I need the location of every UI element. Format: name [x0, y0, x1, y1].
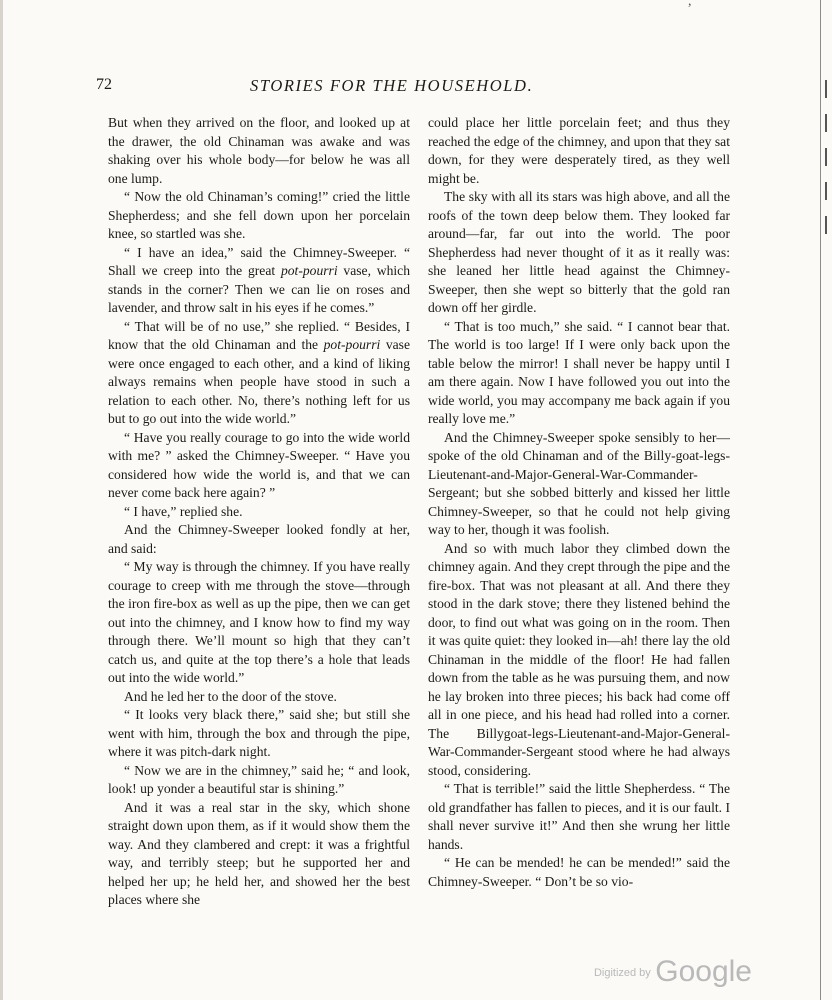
page-right-edge-marks — [825, 80, 827, 250]
paragraph-text: And he led her to the door of the stove. — [124, 688, 337, 704]
paragraph-text: vase were once engaged to each other, and a kind of liking always remains when people have stood in such a relation to each other. No, there’s nothing left for us but to go out into the wide world.” — [108, 337, 410, 426]
paragraph-text: “ I have an idea,” said the Chimney-Sweeper. “ Shall we creep into the great — [108, 244, 410, 278]
right-text-column — [428, 114, 730, 891]
page-right-edge-rule — [820, 0, 821, 1000]
paragraph — [428, 188, 730, 318]
paragraph — [108, 558, 410, 688]
paragraph — [108, 688, 410, 707]
paragraph-text: “ I have,” replied she. — [124, 503, 243, 519]
paragraph — [108, 521, 410, 558]
paragraph — [428, 429, 730, 540]
paragraph — [108, 799, 410, 910]
paragraph-text: “ It looks very black there,” said she; but still she went with him, through the box and through the pipe, where it was pitch-dark night. — [108, 707, 410, 759]
paragraph-text: “ Now the old Chinaman’s coming!” cried the little Shepherdess; and she fell down upon her porcelain knee, so startled was she. — [108, 189, 410, 241]
watermark-prefix: Digitized by — [593, 967, 651, 979]
paragraph — [108, 762, 410, 799]
paragraph — [428, 318, 730, 429]
paragraph — [108, 244, 410, 318]
paragraph — [108, 188, 410, 244]
italic-term: pot-pourri — [323, 337, 381, 352]
paragraph — [108, 429, 410, 503]
top-edge-mark: , — [688, 0, 692, 9]
paragraph-text: “ Now we are in the chimney,” said he; “ and look, look! up yonder a beautiful star is shining.” — [108, 762, 410, 796]
paragraph-text: could place her little porcelain feet; and thus they reached the edge of the chimney, and upon that they sat down, for they were desperately tired, as they well might be. — [428, 115, 730, 186]
page-left-edge — [0, 0, 3, 1000]
paragraph — [428, 540, 730, 781]
paragraph-text: “ That is too much,” she said. “ I cannot bear that. The world is too large! If I were only back upon the table below the mirror! I shall never be happy until I am there again. Now I have followed you out into the wide world, you may accompany me back again if you really love me.” — [428, 318, 730, 426]
paragraph — [108, 503, 410, 522]
paragraph-text: vase, which stands in the corner? Then we can lie on roses and lavender, and throw salt in his eyes if he comes.” — [108, 263, 410, 315]
paragraph-text: And it was a real star in the sky, which shone straight down upon them, as if it would show them the way. And they clambered and crept: it was a frightful way, and terribly steep; but he supported her and helped her up; he held her, and showed her the best places where she — [108, 799, 410, 907]
left-text-column — [108, 114, 410, 910]
paragraph-text: And the Chimney-Sweeper spoke sensibly to her—spoke of the old Chinaman and of the Billy-goat-legs-Lieutenant-and-Major-General-War-Commander-Sergeant; but she sobbed bitterly and kissed her little Chimney-Sweeper, so that he could not help giving way to her, though it was foolish. — [428, 429, 730, 537]
paragraph — [108, 706, 410, 762]
paragraph — [428, 114, 730, 188]
italic-term: pot-pourri — [280, 263, 338, 278]
paragraph — [428, 854, 730, 891]
paragraph-text: And so with much labor they climbed down the chimney again. And they crept through the pipe and the fire-box. That was not pleasant at all. And there they stood in the dark stove; there they listened behind the door, to find out what was going on in the room. Then it was quite quiet: they looked in—ah! there lay the old Chinaman in the middle of the floor! He had fallen down from the table as he was pursuing them, and now he lay broken into three pieces; his back had come off all in one piece, and his head had rolled into a corner. The Billygoat-legs-Lieutenant-and-Major-General-War-Commander-Sergeant stood where he had always stood, considering. — [428, 540, 730, 778]
paragraph-text: “ That will be of no use,” she replied. “ Besides, I know that the old Chinaman and the — [108, 318, 410, 352]
paragraph-text: “ My way is through the chimney. If you have really courage to creep with me through the stove—through the iron fire-box as well as up the pipe, then we can get out into the chimney, and I know how to find my way through there. We’ll mount so high that they can’t catch us, and quite at the top there’s a hole that leads out into the wide world.” — [108, 559, 410, 685]
paragraph — [428, 780, 730, 854]
page-number: 72 — [96, 76, 112, 93]
running-head: STORIES FOR THE HOUSEHOLD. — [250, 76, 534, 95]
paragraph — [108, 318, 410, 429]
paragraph-text: “ He can be mended! he can be mended!” said the Chimney-Sweeper. “ Don’t be so vio- — [428, 855, 730, 889]
google-logo: Google — [655, 955, 752, 988]
paragraph — [108, 114, 410, 188]
paragraph-text: “ Have you really courage to go into the wide world with me? ” asked the Chimney-Sweeper. “ Have you considered how wide the world is, and that we can never come back here again? ” — [108, 429, 410, 500]
paragraph-text: But when they arrived on the floor, and looked up at the drawer, the old Chinaman was awake and was shaking over his whole body—for below he was all one lump. — [108, 115, 410, 186]
paragraph-text: “ That is terrible!” said the little Shepherdess. “ The old grandfather has fallen to pieces, and it is our fault. I shall never survive it!” And then she wrung her little hands. — [428, 781, 730, 852]
digitized-by-google-watermark — [594, 955, 752, 989]
paragraph-text: The sky with all its stars was high above, and all the roofs of the town deep below them. They looked far around—far, far out into the world. The poor Shepherdess had never thought of it as it really was: she leaned her little head against the Chimney-Sweeper, then she wept so bitterly that the gold ran down off her girdle. — [428, 189, 730, 315]
paragraph-text: And the Chimney-Sweeper looked fondly at her, and said: — [108, 522, 410, 556]
